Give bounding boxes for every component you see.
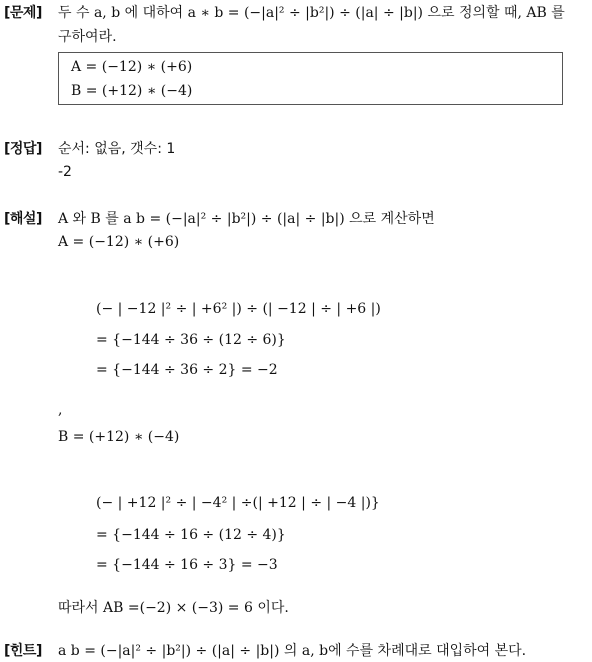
answer-label: [정답]: [4, 141, 42, 157]
answer-meta: 순서: 없음, 갯수: 1: [58, 141, 176, 157]
problem-statement-line2: 구하여라.: [58, 29, 117, 45]
problem-label: [문제]: [4, 5, 42, 21]
problem-definition-box: [58, 52, 563, 105]
answer-value: -2: [58, 164, 72, 180]
solution-a-step2: = {−144 ÷ 36 ÷ (12 ÷ 6)}: [96, 332, 286, 348]
solution-separator: ,: [58, 402, 63, 418]
solution-b-step2: = {−144 ÷ 16 ÷ (12 ÷ 4)}: [96, 527, 286, 543]
solution-b-step1: (− | +12 |² ÷ | −4² | ÷(| +12 | ÷ | −4 |)}: [96, 495, 380, 511]
solution-conclusion: 따라서 AB =(−2) × (−3) = 6 이다.: [58, 600, 289, 616]
solution-a-definition: A = (−12) ∗ (+6): [58, 234, 180, 250]
solution-a-step3: = {−144 ÷ 36 ÷ 2} = −2: [96, 362, 278, 378]
solution-label: [해설]: [4, 211, 42, 227]
hint-text: a b = (−|a|² ÷ |b²|) ÷ (|a| ÷ |b|) 의 a, b에 수를 차례대로 대입하여 본다.: [58, 643, 527, 659]
solution-b-step3: = {−144 ÷ 16 ÷ 3} = −3: [96, 557, 278, 573]
definition-b: B = (+12) ∗ (−4): [71, 83, 193, 99]
definition-a: A = (−12) ∗ (+6): [71, 59, 193, 75]
solution-intro: A 와 B 를 a b = (−|a|² ÷ |b²|) ÷ (|a| ÷ |b|) 으로 계산하면: [58, 211, 435, 227]
problem-statement-line1: 두 수 a, b 에 대하여 a ∗ b = (−|a|² ÷ |b²|) ÷ (|a| ÷ |b|) 으로 정의할 때, AB 를: [58, 5, 565, 21]
hint-label: [힌트]: [4, 643, 42, 659]
solution-a-step1: (− | −12 |² ÷ | +6² |) ÷ (| −12 | ÷ | +6 |): [96, 301, 381, 317]
solution-b-definition: B = (+12) ∗ (−4): [58, 429, 180, 445]
